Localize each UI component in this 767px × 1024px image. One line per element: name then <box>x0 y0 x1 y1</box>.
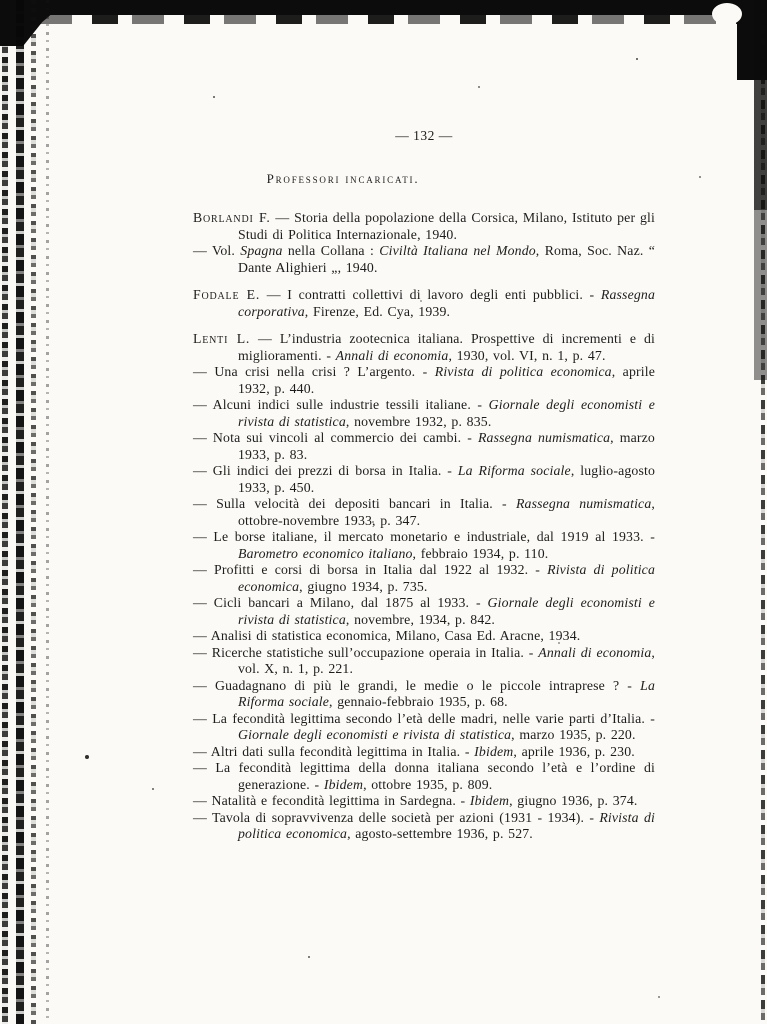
entry-text: — Analisi di statistica economica, Milano, Casa Ed. Aracne, 1934. <box>193 628 581 643</box>
work-title-italic: Rassegna numismatica <box>515 496 652 511</box>
work-title-italic: Barometro economico italiano <box>238 545 413 561</box>
work-title-italic: Ibidem <box>469 793 510 808</box>
work-title-italic: Civiltà Italiana nel Mondo <box>379 243 536 258</box>
bibliography-entry <box>193 793 655 810</box>
work-title-italic: Rivista di politica economica <box>434 364 612 379</box>
entry-text: , ottobre 1935, p. 809. <box>363 776 493 792</box>
work-title-italic: Ibidem <box>474 743 514 759</box>
work-title-italic: Rivista di politica economica <box>238 562 656 594</box>
entry-text: — Guadagnano di più le grandi, le medie o le piccole intraprese ? - <box>193 677 641 693</box>
scan-artifact-binding-stripe <box>16 0 24 1024</box>
scan-artifact-top-edge <box>0 0 767 15</box>
scan-artifact-binding-stripe <box>46 0 49 1024</box>
entry-text: — Cicli bancari a Milano, dal 1875 al 1933. - <box>193 595 488 610</box>
entry-text: — Le borse italiane, il mercato monetario e industriale, dal 1919 al 1933. - <box>193 529 655 544</box>
bibliography-entry <box>193 645 655 678</box>
bibliography-entry <box>193 331 655 364</box>
entry-text: — Gli indici dei prezzi di borsa in Italia. - <box>193 463 458 478</box>
entry-text: , giugno 1936, p. 374. <box>509 793 638 808</box>
entry-text: , aprile 1932, p. 440. <box>238 364 655 396</box>
work-title-italic: Giornale degli economisti e rivista di statistica <box>238 727 512 742</box>
entry-text: — Tavola di sopravvivenza delle società per azioni (1931 - 1934). - <box>193 809 600 825</box>
entry-text: , ottobre-novembre 1933, p. 347. <box>238 496 655 528</box>
entry-text: — La fecondità legittima della donna italiana secondo l’età e l’ordine di generazione. - <box>193 760 655 792</box>
scan-artifact-binding-stripe <box>2 0 8 1024</box>
entry-text: , marzo 1933, p. 83. <box>238 430 655 462</box>
work-title-italic: Ibidem <box>323 776 364 792</box>
entry-text: — Vol. <box>193 243 241 258</box>
bibliography-list <box>193 210 655 843</box>
entry-text: — Nota sui vincoli al commercio dei cambi. - <box>193 430 478 445</box>
bibliography-entry <box>193 810 655 843</box>
scan-dust-specks <box>0 0 2 2</box>
entry-text: — Una crisi nella crisi ? L’argento. - <box>193 364 435 379</box>
entry-text: — Alcuni indici sulle industrie tessili italiane. - <box>193 397 489 412</box>
author-name: Fodale E. <box>193 287 261 302</box>
bibliography-entry <box>193 397 655 430</box>
page-number: — 132 — <box>395 128 453 143</box>
work-title-italic: Spagna <box>240 243 283 258</box>
entry-text: , 1930, vol. VI, n. 1, p. 47. <box>448 347 606 363</box>
work-title-italic: Rivista di politica economica <box>238 809 656 841</box>
bibliography-entry <box>193 760 655 793</box>
entry-text: — I contratti collettivi di lavoro degli enti pubblici. - <box>260 287 601 302</box>
bibliography-entry <box>193 430 655 463</box>
entry-text: , giugno 1934, p. 735. <box>299 578 428 594</box>
scan-artifact-corner-notch <box>712 3 742 25</box>
entry-text: — Natalità e fecondità legittima in Sardegna. - <box>193 793 470 808</box>
bibliography-entry <box>193 628 655 645</box>
author-name: Borlandi F. <box>193 210 271 225</box>
entry-text: — La fecondità legittima secondo l’età delle madri, nelle varie parti d’Italia. - <box>193 710 655 726</box>
entry-text: , agosto-settembre 1936, p. 527. <box>347 826 533 841</box>
work-title-italic: Rassegna corporativa <box>238 287 655 319</box>
bibliography-entry <box>193 364 655 397</box>
entry-text: — Sulla velocità dei depositi bancari in Italia. - <box>193 496 516 511</box>
work-title-italic: Annali di economia <box>538 644 652 660</box>
work-title-italic: Giornale degli economisti e rivista di statistica <box>238 595 655 627</box>
bibliography-entry <box>193 287 655 320</box>
bibliography-entry <box>193 595 655 628</box>
bibliography-entry <box>193 744 655 761</box>
scan-artifact-right-edge-line <box>761 0 765 1024</box>
entry-text: , novembre, 1934, p. 842. <box>345 611 496 627</box>
section-heading: Professori incaricati. <box>266 171 420 186</box>
entry-text: , Firenze, Ed. Cya, 1939. <box>304 303 451 319</box>
entry-text: , luglio-agosto 1933, p. 450. <box>238 463 656 495</box>
bibliography-entry <box>193 496 655 529</box>
entry-text: , Roma, Soc. Naz. “ Dante Alighieri „, 1940. <box>238 243 656 275</box>
entry-text: , gennaio-febbraio 1935, p. 68. <box>329 694 508 709</box>
bibliography-entry <box>193 463 655 496</box>
scan-artifact-binding-stripe <box>31 0 36 1024</box>
work-title-italic: Giornale degli economisti e rivista di statistica <box>238 397 655 429</box>
work-title-italic: La Riforma sociale <box>238 677 655 709</box>
entry-text: , febbraio 1934, p. 110. <box>412 545 549 561</box>
entry-text: , vol. X, n. 1, p. 221. <box>238 644 655 676</box>
page-content <box>193 128 655 843</box>
bibliography-entry <box>193 562 655 595</box>
entry-text: — Ricerche statistiche sull’occupazione operaia in Italia. - <box>193 644 539 660</box>
entry-text: — Altri dati sulla fecondità legittima in Italia. - <box>193 743 475 759</box>
bibliography-entry <box>193 243 655 276</box>
entry-text: , aprile 1936, p. 230. <box>513 743 635 759</box>
work-title-italic: La Riforma sociale <box>457 463 571 478</box>
bibliography-entry <box>193 529 655 562</box>
entry-text: — Profitti e corsi di borsa in Italia dal 1922 al 1932. - <box>193 562 548 577</box>
work-title-italic: Annali di economia <box>335 347 449 363</box>
entry-text: nella Collana : <box>282 243 380 258</box>
bibliography-entry <box>193 678 655 711</box>
bibliography-entry <box>193 711 655 744</box>
entry-text: — L’industria zootecnica italiana. Prospettive di incrementi e di miglioramenti. - <box>238 331 655 363</box>
scan-artifact-top-edge-ragged <box>0 15 767 24</box>
entry-text: , novembre 1932, p. 835. <box>345 413 492 429</box>
entry-text: , marzo 1935, p. 220. <box>511 727 636 742</box>
work-title-italic: Rassegna numismatica <box>477 430 611 445</box>
author-name: Lenti L. <box>193 331 251 346</box>
bibliography-entry <box>193 210 655 243</box>
entry-text: — Storia della popolazione della Corsica, Milano, Istituto per gli Studi di Politica Internazionale, 1940. <box>238 210 655 242</box>
